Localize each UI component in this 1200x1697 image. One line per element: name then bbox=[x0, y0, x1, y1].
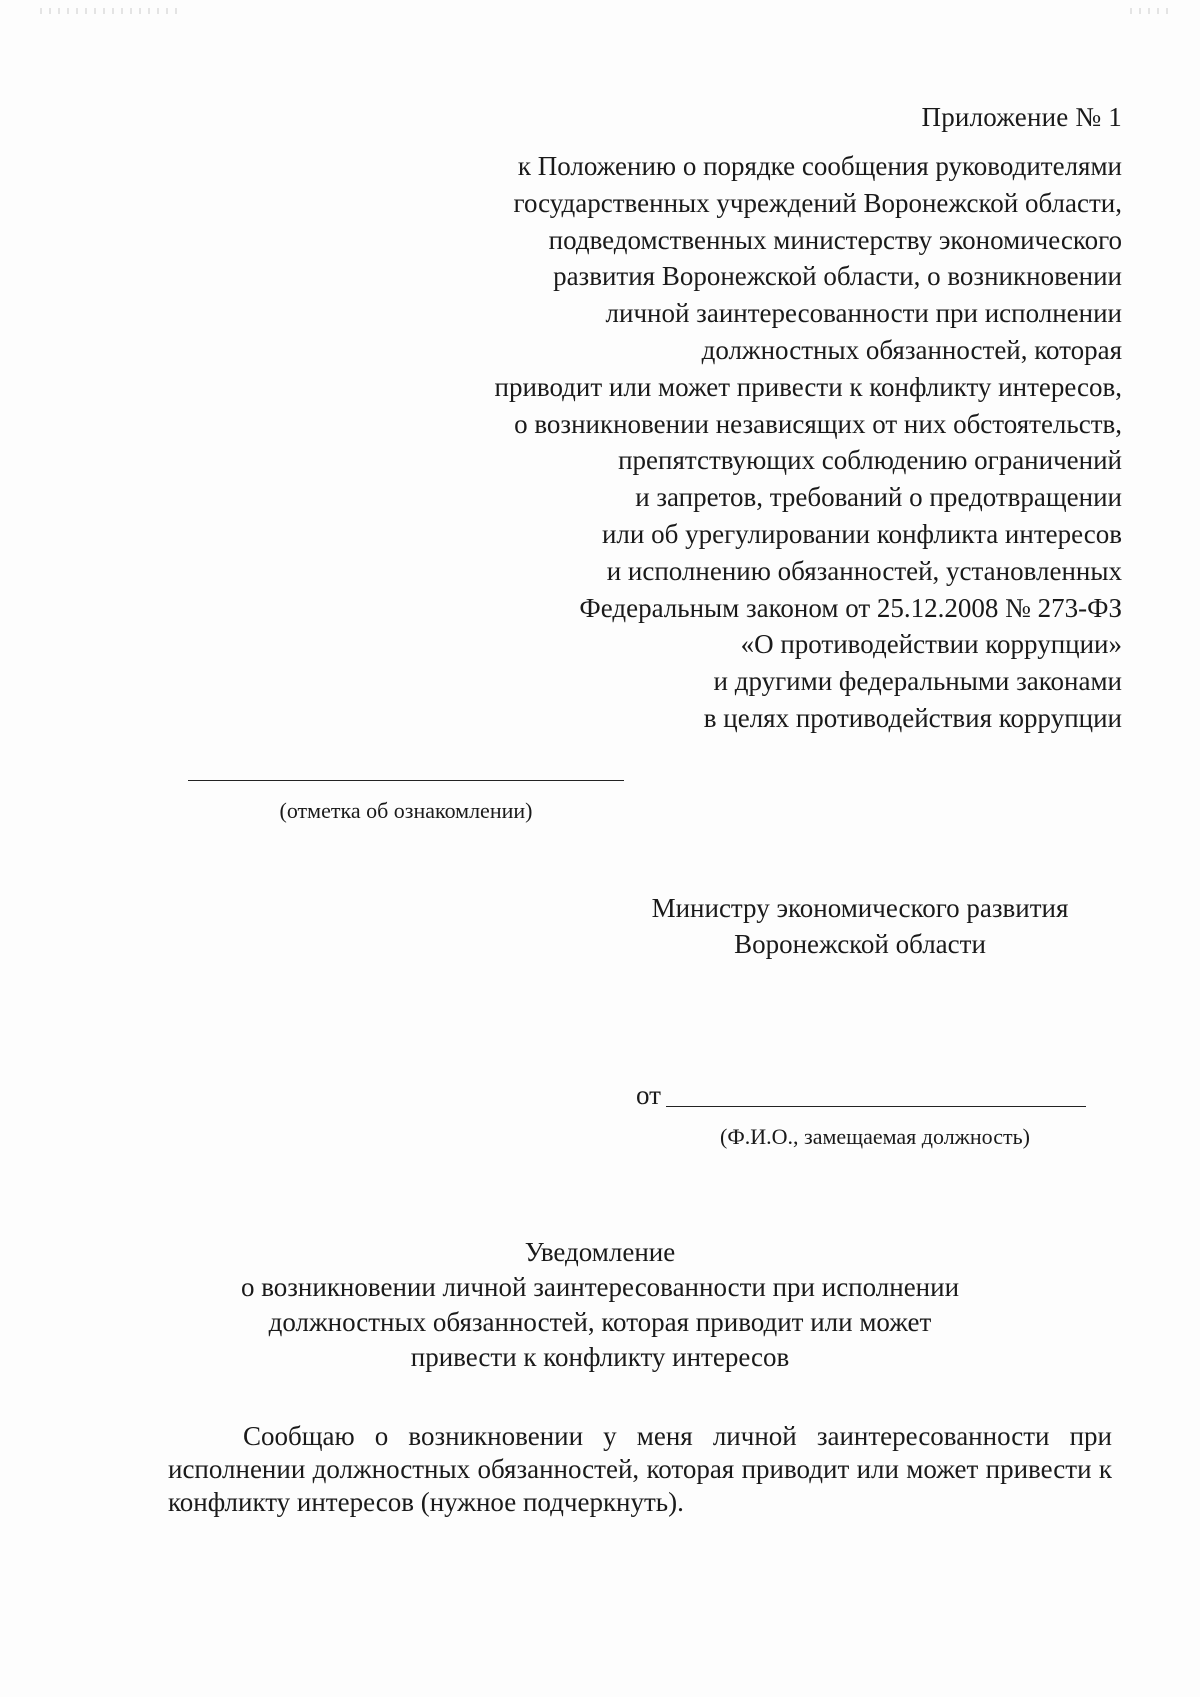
appendix-number: Приложение № 1 bbox=[921, 102, 1122, 132]
appendix-line: государственных учреждений Воронежской области, bbox=[513, 187, 1122, 218]
appendix-line: к Положению о порядке сообщения руководителями bbox=[517, 151, 1122, 181]
appendix-line: или об урегулировании конфликта интересов bbox=[601, 518, 1122, 549]
appendix-line: развития Воронежской области, о возникновении bbox=[553, 261, 1122, 292]
scan-artifact bbox=[1130, 8, 1170, 14]
appendix-line: препятствующих соблюдению ограничений bbox=[618, 445, 1122, 476]
appendix-line: приводит или может привести к конфликту интересов, bbox=[494, 371, 1122, 402]
addressee-line: Воронежской области bbox=[734, 929, 986, 959]
appendix-line: о возникновении независящих от них обстоятельств, bbox=[514, 408, 1122, 439]
notice-title-line: о возникновении личной заинтересованности при исполнении bbox=[240, 1272, 960, 1302]
body-paragraph: Сообщаю о возникновении у меня личной заинтересованности при исполнении должностных обязанностей, которая приводит или может привести к конфликту интересов (нужное подчеркнуть). bbox=[168, 1421, 1112, 1517]
notice-title-line: Уведомление bbox=[524, 1237, 676, 1267]
appendix-line: «О противодействии коррупции» bbox=[740, 629, 1122, 660]
acknowledgement-signature-line[interactable] bbox=[188, 780, 624, 781]
addressee-block bbox=[610, 890, 1110, 962]
appendix-reference bbox=[422, 148, 1122, 737]
appendix-line: Федеральным законом от 25.12.2008 № 273-ФЗ bbox=[579, 592, 1122, 623]
notice-title-line: должностных обязанностей, которая приводит или может bbox=[268, 1307, 932, 1337]
notice-title bbox=[150, 1235, 1050, 1375]
appendix-line: должностных обязанностей, которая bbox=[701, 334, 1122, 365]
appendix-line: и запретов, требований о предотвращении bbox=[635, 482, 1122, 513]
from-label: от bbox=[636, 1080, 661, 1110]
from-name-field[interactable] bbox=[666, 1106, 1086, 1107]
acknowledgement-caption: (отметка об ознакомлении) bbox=[279, 798, 533, 823]
notice-title-line: привести к конфликту интересов bbox=[410, 1342, 790, 1372]
from-caption: (Ф.И.О., замещаемая должность) bbox=[720, 1124, 1030, 1149]
appendix-line: и исполнению обязанностей, установленных bbox=[606, 555, 1122, 586]
appendix-line: в целях противодействия коррупции bbox=[703, 702, 1122, 733]
appendix-line: и другими федеральными законами bbox=[713, 666, 1122, 697]
appendix-line: личной заинтересованности при исполнении bbox=[605, 298, 1122, 329]
addressee-line: Министру экономического развития bbox=[651, 893, 1069, 923]
appendix-line: подведомственных министерству экономического bbox=[548, 224, 1122, 255]
from-row bbox=[636, 1080, 1086, 1116]
scan-artifact bbox=[40, 8, 180, 14]
